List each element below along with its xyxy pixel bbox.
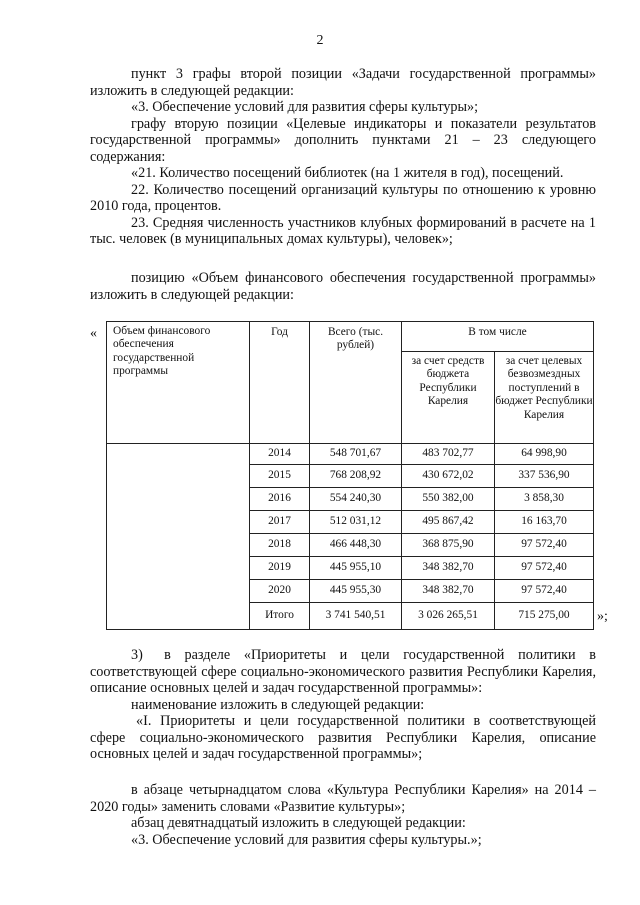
paragraph: позицию «Объем финансового обеспечения государственной программы» изложить в следующей редакции: — [90, 270, 596, 303]
opening-quote: « — [90, 326, 97, 341]
cell-grants: 97 572,40 — [495, 557, 594, 580]
cell-budget: 550 382,00 — [402, 488, 495, 511]
cell-year-total: Итого — [250, 603, 310, 630]
cell-budget: 348 382,70 — [402, 557, 495, 580]
paragraph: 23. Средняя численность участников клубных формирований в расчете на 1 тыс. человек (в муниципальных домах культуры), человек»; — [90, 214, 596, 247]
cell-budget: 430 672,02 — [402, 465, 495, 488]
paragraph: пункт 3 графы второй позиции «Задачи государственной программы» изложить в следующей редакции: — [90, 66, 596, 99]
cell-grants: 3 858,30 — [495, 488, 594, 511]
paragraph: «21. Количество посещений библиотек (на 1 жителя в год), посещений. — [131, 165, 564, 181]
table-name-cell: Объем финансового обеспечения государственной программы — [107, 322, 250, 444]
cell-total: 512 031,12 — [310, 511, 402, 534]
page-number: 2 — [316, 33, 324, 48]
cell-year: 2016 — [250, 488, 310, 511]
financing-table — [106, 321, 594, 630]
cell-budget: 483 702,77 — [402, 444, 495, 465]
cell-grants: 16 163,70 — [495, 511, 594, 534]
cell-budget: 348 382,70 — [402, 580, 495, 603]
header-total: Всего (тыс. рублей) — [310, 322, 402, 444]
section3-block — [90, 647, 596, 763]
header-year: Год — [250, 322, 310, 444]
cell-year: 2015 — [250, 465, 310, 488]
paragraph: «3. Обеспечение условий для развития сферы культуры.»; — [131, 831, 482, 848]
cell-year: 2017 — [250, 511, 310, 534]
header-including: В том числе — [402, 322, 594, 352]
cell-total: 445 955,30 — [310, 580, 402, 603]
cell-grants: 64 998,90 — [495, 444, 594, 465]
cell-grants: 97 572,40 — [495, 534, 594, 557]
section3-block-2 — [90, 782, 596, 848]
cell-total: 445 955,10 — [310, 557, 402, 580]
cell-total: 554 240,30 — [310, 488, 402, 511]
cell-total: 768 208,92 — [310, 465, 402, 488]
empty-name-cell — [107, 444, 250, 630]
cell-budget: 3 026 265,51 — [402, 603, 495, 630]
paragraph: наименование изложить в следующей редакции: — [131, 696, 425, 713]
paragraph: графу вторую позиции «Целевые индикаторы и показатели результатов государственной программы» дополнить пунктами 21 – 23 следующего содержания: — [90, 115, 596, 165]
paragraph: 22. Количество посещений организаций культуры по отношению к уровню 2010 года, процентов. — [90, 181, 596, 214]
cell-grants: 97 572,40 — [495, 580, 594, 603]
cell-year: 2019 — [250, 557, 310, 580]
header-budget: за счет средств бюджета Республики Карелия — [402, 352, 495, 444]
cell-grants: 337 536,90 — [495, 465, 594, 488]
paragraph: «3. Обеспечение условий для развития сферы культуры»; — [131, 99, 479, 115]
cell-total: 548 701,67 — [310, 444, 402, 465]
paragraph: 3) в разделе «Приоритеты и цели государственной политики в соответствующей сфере социально-экономического развития Республики Карелия, описание основных целей и задач государственной программы»: — [90, 647, 596, 696]
paragraph: в абзаце четырнадцатом слова «Культура Республики Карелия» на 2014 – 2020 годы» заменить словами «Развитие культуры»; — [90, 782, 596, 815]
cell-year: 2014 — [250, 444, 310, 465]
paragraph: «I. Приоритеты и цели государственной политики в соответствующей сфере социально-экономического развития Республики Карелия, описание основных целей и задач государственной программы»; — [90, 713, 596, 762]
cell-year: 2018 — [250, 534, 310, 557]
intro-block — [90, 66, 596, 248]
cell-total: 3 741 540,51 — [310, 603, 402, 630]
header-grants: за счет целевых безвозмездных поступлений в бюджет Республики Карелия — [495, 352, 594, 444]
cell-budget: 368 875,90 — [402, 534, 495, 557]
cell-total: 466 448,30 — [310, 534, 402, 557]
cell-year: 2020 — [250, 580, 310, 603]
cell-budget: 495 867,42 — [402, 511, 495, 534]
paragraph: абзац девятнадцатый изложить в следующей редакции: — [131, 815, 466, 831]
cell-grants: 715 275,00 — [495, 603, 594, 630]
position-block — [90, 270, 596, 303]
closing-quote: »; — [597, 609, 608, 624]
